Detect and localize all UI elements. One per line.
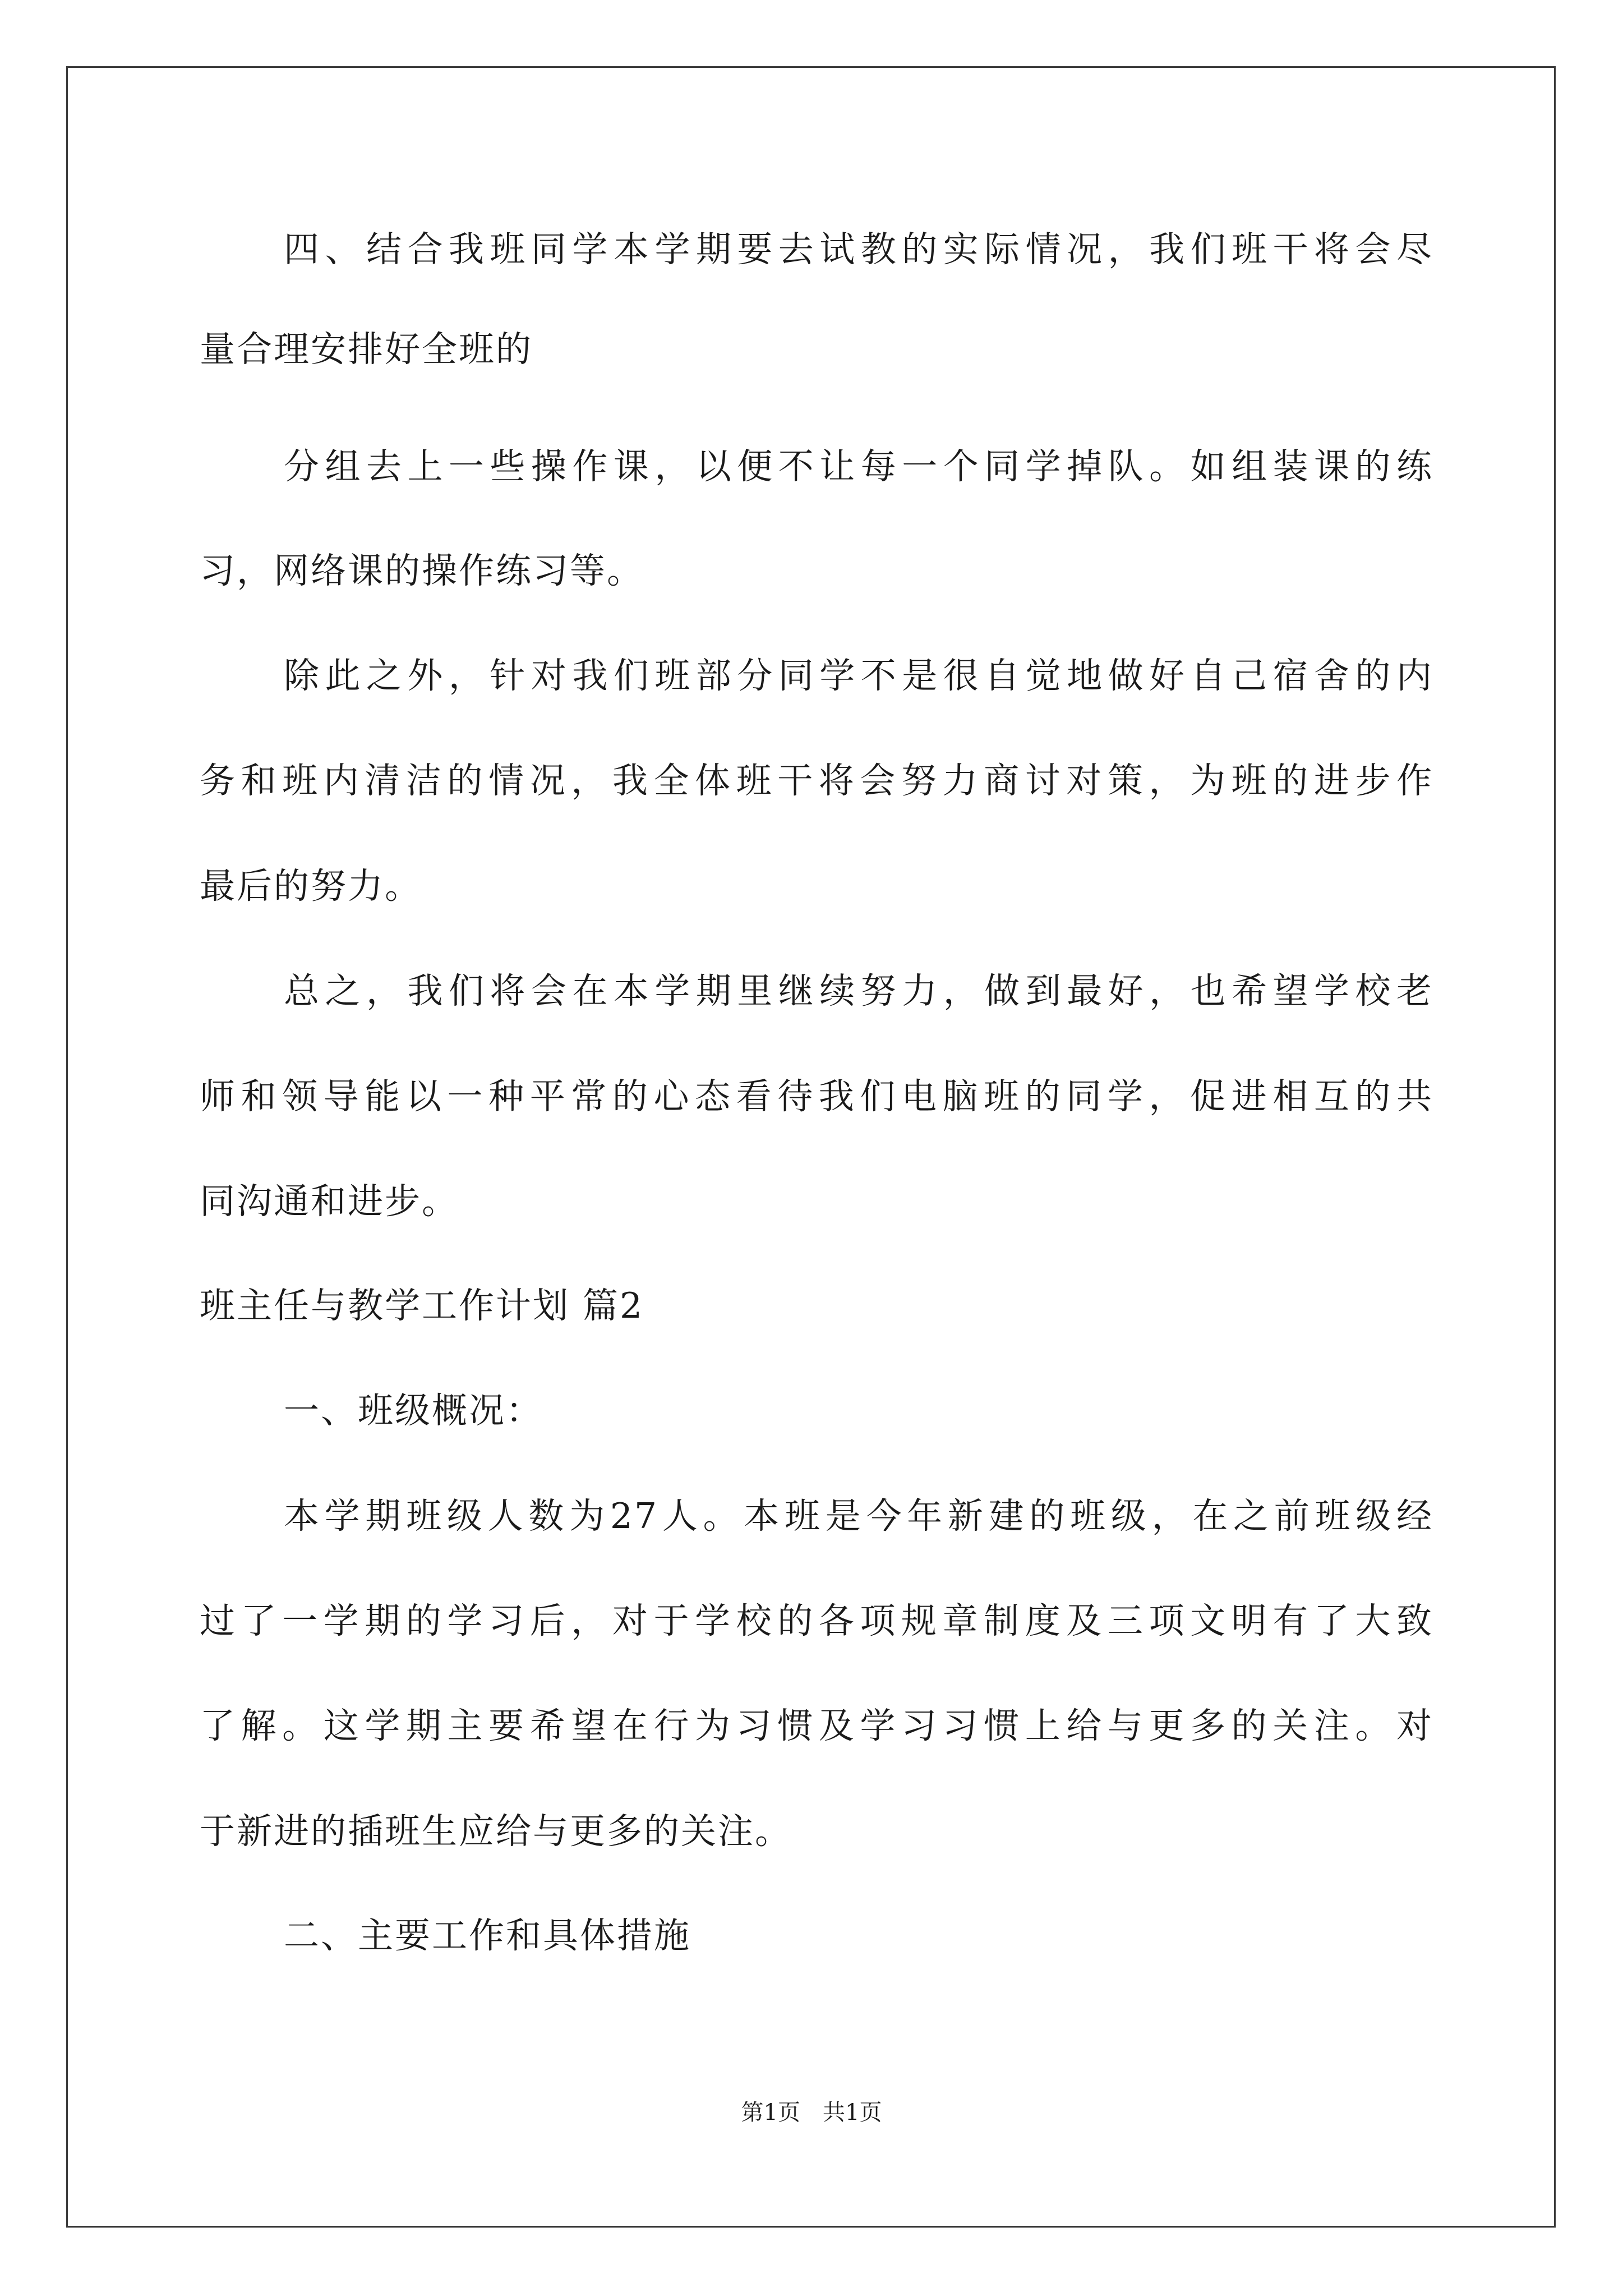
paragraph-5-line-2: 过了一学期的学习后，对于学校的各项规章制度及三项文明有了大致 (200, 1600, 1433, 1641)
paragraph-4-line-1: 总之，我们将会在本学期里继续努力，做到最好，也希望学校老 (284, 970, 1433, 1011)
page-number-current: 第1页 (741, 2100, 800, 2125)
paragraph-5-line-4: 于新进的插班生应给与更多的关注。 (200, 1811, 792, 1852)
subheading-class-overview: 一、班级概况： (284, 1390, 543, 1431)
paragraph-3-line-3: 最后的努力。 (200, 866, 422, 907)
paragraph-3-line-2: 务和班内清洁的情况，我全体班干将会努力商讨对策，为班的进步作 (200, 760, 1433, 801)
paragraph-4-line-2: 师和领导能以一种平常的心态看待我们电脑班的同学，促进相互的共 (200, 1076, 1433, 1117)
page-border (66, 66, 1556, 2228)
paragraph-1-line-1: 四、结合我班同学本学期要去试教的实际情况，我们班干将会尽 (284, 229, 1433, 270)
paragraph-2-line-2: 习，网络课的操作练习等。 (200, 550, 644, 591)
paragraph-2-line-1: 分组去上一些操作课，以便不让每一个同学掉队。如组装课的练 (284, 446, 1433, 487)
section-heading: 班主任与教学工作计划 篇2 (200, 1285, 644, 1326)
paragraph-4-line-3: 同沟通和进步。 (200, 1181, 459, 1222)
paragraph-5-line-1: 本学期班级人数为27人。本班是今年新建的班级，在之前班级经 (284, 1496, 1433, 1536)
paragraph-5-line-3: 了解。这学期主要希望在行为习惯及学习习惯上给与更多的关注。对 (200, 1705, 1433, 1746)
paragraph-3-line-1: 除此之外，针对我们班部分同学不是很自觉地做好自己宿舍的内 (284, 655, 1433, 696)
page-footer (0, 2097, 1623, 2128)
subheading-main-work: 二、主要工作和具体措施 (284, 1915, 691, 1956)
page-number-total: 共1页 (823, 2100, 882, 2125)
paragraph-1-line-2: 量合理安排好全班的 (200, 329, 533, 370)
